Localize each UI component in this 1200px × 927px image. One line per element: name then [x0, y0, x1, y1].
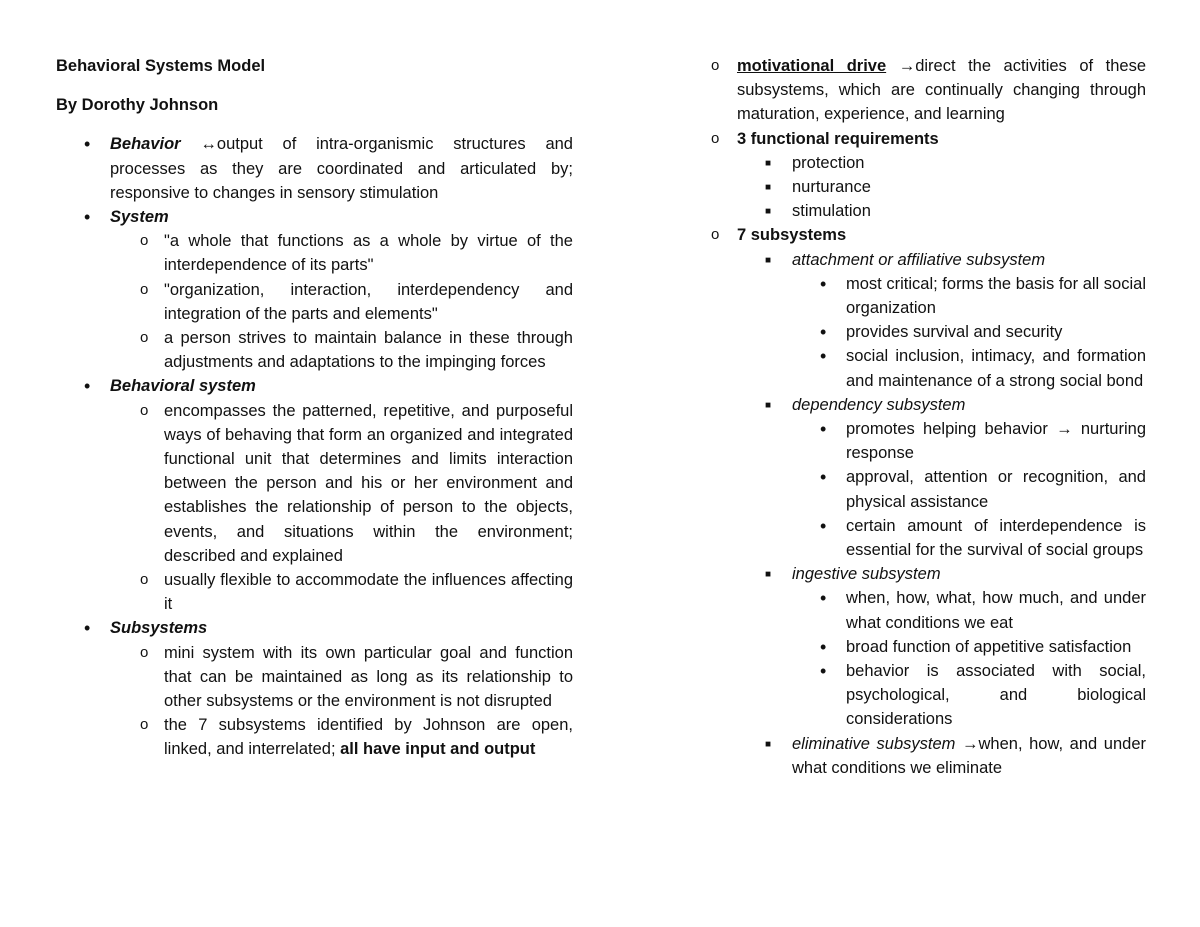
- item-text: usually flexible to accommodate the influences affecting it: [164, 571, 573, 614]
- circle-bullet-icon: o: [140, 280, 149, 298]
- item-text: approval, attention or recognition, and physical assistance: [846, 468, 1146, 511]
- list-item: [56, 326, 573, 374]
- item-text: when, how, what, how much, and under what conditions we eat: [846, 589, 1146, 632]
- square-bullet-icon: ■: [765, 569, 772, 581]
- list-item-behavioral-system: [56, 374, 573, 398]
- list-item: [706, 175, 1146, 199]
- eliminative-definition: →when, how, and under what conditions we eliminate: [792, 734, 1146, 777]
- list-item: [706, 635, 1146, 659]
- term-system: System: [110, 208, 169, 227]
- list-item: [706, 151, 1146, 175]
- item-text: encompasses the patterned, repetitive, and purposeful ways of behaving that form an organized and integrated functional unit that determines and limits interaction between the person and his or her environment and establishes the relationship of person to the objects, events, and situations within the environment; described and explained: [164, 401, 573, 565]
- circle-bullet-icon: o: [140, 401, 149, 419]
- bullet-icon: •: [820, 273, 827, 294]
- bullet-icon: •: [820, 636, 827, 657]
- item-text: mini system with its own particular goal and function that can be maintained as long as its relationship to other subsystems or the environment is not disrupted: [164, 643, 573, 711]
- circle-bullet-icon: o: [711, 226, 720, 244]
- list-item-functional-requirements: [706, 127, 1146, 151]
- item-text: stimulation: [792, 202, 871, 221]
- list-item: [706, 344, 1146, 392]
- square-bullet-icon: ■: [765, 206, 772, 218]
- square-bullet-icon: ■: [765, 157, 772, 169]
- item-text: broad function of appetitive satisfaction: [846, 637, 1132, 656]
- subsystem-ingestive: [706, 562, 1146, 586]
- bullet-icon: •: [84, 207, 91, 228]
- bullet-icon: •: [820, 515, 827, 536]
- circle-bullet-icon: o: [140, 643, 149, 661]
- list-item-subsystems: [56, 616, 573, 640]
- subsystem-name: attachment or affiliative subsystem: [792, 250, 1046, 269]
- item-text: most critical; forms the basis for all social organization: [846, 274, 1146, 318]
- square-bullet-icon: ■: [765, 399, 772, 411]
- circle-bullet-icon: o: [140, 571, 149, 589]
- item-text: social inclusion, intimacy, and formation and maintenance of a strong social bond: [846, 347, 1146, 390]
- left-column: [56, 54, 573, 762]
- circle-bullet-icon: o: [711, 129, 720, 147]
- functional-requirements-label: 3 functional requirements: [737, 129, 939, 148]
- bullet-icon: •: [84, 134, 91, 155]
- list-item: [56, 713, 573, 761]
- item-emphasis: all have input and output: [340, 740, 536, 759]
- document-title: Behavioral Systems Model: [56, 57, 266, 75]
- document-author: By Dorothy Johnson: [56, 96, 219, 115]
- item-text: behavior is associated with social, psychological, and biological considerations: [846, 662, 1146, 729]
- list-item: [706, 659, 1146, 732]
- term-motivational-drive: motivational drive: [737, 57, 887, 75]
- subsystem-name: dependency subsystem: [792, 395, 966, 414]
- list-item-motivational-drive: [706, 54, 1146, 127]
- list-item: [56, 641, 573, 714]
- circle-bullet-icon: o: [711, 57, 720, 74]
- item-text: protection: [792, 153, 865, 172]
- right-column: [706, 54, 1146, 780]
- bullet-icon: •: [820, 661, 827, 682]
- main-bullet-list: [56, 132, 573, 761]
- right-list: [706, 54, 1146, 780]
- list-item: [706, 465, 1146, 513]
- motivational-definition: →direct the activities of these subsystems, which are continually changing through maturation, experience, and learning: [737, 57, 1146, 124]
- bullet-icon: •: [820, 588, 827, 609]
- list-item: [706, 586, 1146, 634]
- item-text: promotes helping behavior → nurturing response: [846, 420, 1146, 463]
- seven-subsystems-label: 7 subsystems: [737, 226, 847, 245]
- bullet-icon: •: [820, 467, 827, 488]
- square-bullet-icon: ■: [765, 182, 772, 194]
- term-behavioral-system: Behavioral system: [110, 377, 256, 396]
- list-item-seven-subsystems: [706, 223, 1146, 247]
- subsystem-name: eliminative subsystem: [792, 734, 956, 753]
- subsystem-name: ingestive subsystem: [792, 565, 941, 584]
- list-item-system: [56, 205, 573, 229]
- item-text: the 7 subsystems identified by Johnson are open, linked, and interrelated;: [164, 716, 573, 759]
- circle-bullet-icon: o: [140, 716, 149, 734]
- list-item: [56, 568, 573, 616]
- list-item: [56, 278, 573, 326]
- circle-bullet-icon: o: [140, 232, 149, 250]
- term-behavior: Behavior: [110, 135, 181, 154]
- list-item: [706, 272, 1146, 320]
- item-text: nurturance: [792, 178, 871, 197]
- bullet-icon: •: [820, 346, 827, 367]
- bullet-icon: •: [820, 322, 827, 343]
- list-item: [706, 514, 1146, 562]
- item-text: provides survival and security: [846, 323, 1063, 342]
- circle-bullet-icon: o: [140, 329, 149, 347]
- list-item: [706, 417, 1146, 465]
- bullet-icon: •: [84, 618, 91, 639]
- list-item-behavior: [56, 132, 573, 205]
- bullet-icon: •: [820, 419, 827, 440]
- item-text: a person strives to maintain balance in these through adjustments and adaptations to the impinging forces: [164, 329, 573, 372]
- subsystem-dependency: [706, 393, 1146, 417]
- square-bullet-icon: ■: [765, 738, 772, 750]
- bullet-icon: •: [84, 376, 91, 397]
- list-item: [706, 320, 1146, 344]
- item-text: "a whole that functions as a whole by virtue of the interdependence of its parts": [164, 232, 573, 275]
- term-subsystems: Subsystems: [110, 619, 208, 638]
- subsystem-attachment: [706, 248, 1146, 272]
- subsystem-eliminative: [706, 732, 1146, 780]
- list-item: [56, 229, 573, 277]
- behavior-definition: ↔output of intra-organismic structures and processes as they are coordinated and articulated by; responsive to changes in sensory stimulation: [110, 135, 573, 202]
- item-text: certain amount of interdependence is essential for the survival of social groups: [846, 516, 1146, 560]
- item-text: "organization, interaction, interdependency and integration of the parts and elements": [164, 280, 573, 323]
- list-item: [56, 399, 573, 568]
- list-item: [706, 199, 1146, 223]
- square-bullet-icon: ■: [765, 254, 772, 266]
